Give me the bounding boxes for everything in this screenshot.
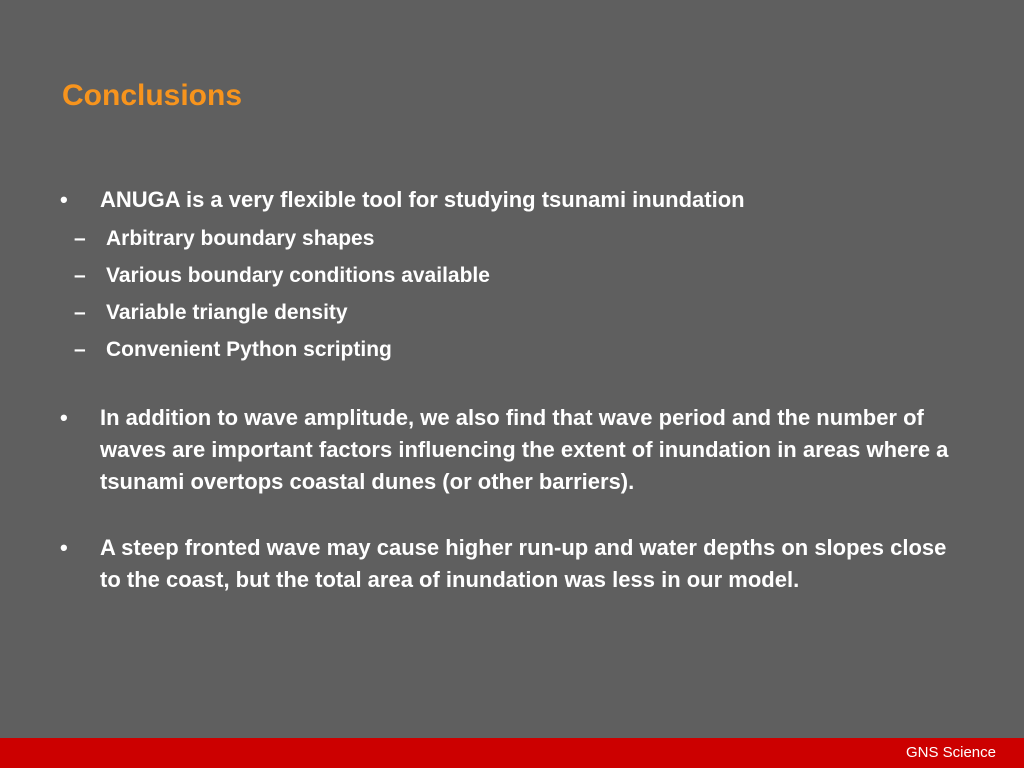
bullet-item	[60, 532, 960, 596]
bullet-text: In addition to wave amplitude, we also find that wave period and the number of waves are important factors influencing the extent of inundation in areas where a tsunami overtops coastal dunes (or other barriers).	[100, 405, 949, 494]
sub-bullet-text: Convenient Python scripting	[106, 338, 392, 361]
sub-bullet-text: Arbitrary boundary shapes	[106, 227, 375, 250]
sub-bullet-item	[60, 257, 960, 294]
slide-content	[60, 184, 960, 596]
slide-title: Conclusions	[62, 79, 243, 112]
footer-organization-label: GNS Science	[905, 744, 996, 761]
bullet-marker: •	[60, 535, 68, 560]
sub-bullet-text: Variable triangle density	[106, 301, 348, 324]
bullet-text: ANUGA is a very flexible tool for studying tsunami inundation	[100, 187, 745, 212]
sub-bullet-marker: –	[74, 338, 86, 361]
sub-bullet-marker: –	[74, 264, 86, 287]
bullet-item	[60, 402, 960, 498]
bullet-item	[60, 184, 960, 216]
sub-bullet-list	[60, 220, 960, 368]
sub-bullet-marker: –	[74, 301, 86, 324]
bullet-marker: •	[60, 405, 68, 430]
bullet-text: A steep fronted wave may cause higher run-up and water depths on slopes close to the coast, but the total area of inundation was less in our model.	[100, 535, 947, 592]
sub-bullet-marker: –	[74, 227, 86, 250]
sub-bullet-item	[60, 294, 960, 331]
bullet-marker: •	[60, 187, 68, 212]
sub-bullet-text: Various boundary conditions available	[106, 264, 490, 287]
sub-bullet-item	[60, 331, 960, 368]
footer-bar	[0, 738, 1024, 768]
sub-bullet-item	[60, 220, 960, 257]
